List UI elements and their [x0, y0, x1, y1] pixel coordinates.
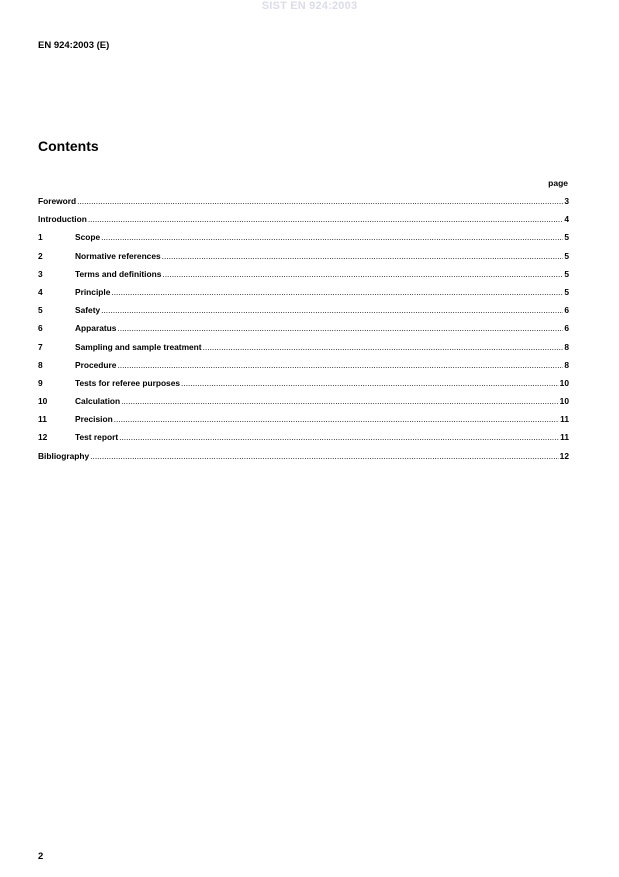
- toc-entry-title: Sampling and sample treatment: [75, 341, 202, 352]
- toc-entry-title: Introduction: [38, 214, 87, 225]
- toc-entry-title: Test report: [75, 432, 119, 443]
- toc-entry[interactable]: [38, 342, 569, 360]
- toc-entry[interactable]: [38, 196, 569, 214]
- toc-dot-leader: [90, 451, 558, 461]
- toc-entry-title: Safety: [75, 305, 101, 316]
- toc-dot-leader: [114, 414, 559, 424]
- toc-entry-number: 2: [38, 250, 43, 261]
- toc-entry-page: 5: [564, 286, 569, 297]
- toc-entry[interactable]: [38, 414, 569, 432]
- page-number: 2: [38, 851, 44, 862]
- toc-entry[interactable]: [38, 323, 569, 341]
- toc-entry[interactable]: [38, 396, 569, 414]
- toc-entry-page: 5: [564, 250, 569, 261]
- toc-entry-number: 11: [38, 414, 47, 425]
- toc-entry-title: Apparatus: [75, 323, 117, 334]
- toc-entry-number: 5: [38, 305, 43, 316]
- toc-entry-page: 3: [564, 196, 569, 206]
- toc-dot-leader: [162, 251, 564, 261]
- toc-entry-title: Calculation: [75, 396, 121, 407]
- toc-entry-title: Precision: [75, 414, 113, 425]
- toc-entry-title: Principle: [75, 286, 111, 297]
- watermark: SIST EN 924:2003: [261, 0, 358, 12]
- toc-entry[interactable]: [38, 378, 569, 396]
- toc-entry-page: 12: [559, 450, 569, 461]
- toc-entry-title: Normative references: [75, 250, 161, 261]
- toc-entry[interactable]: [38, 305, 569, 323]
- toc-entry-title: Terms and definitions: [75, 268, 162, 279]
- toc-entry-number: 10: [38, 396, 48, 407]
- toc-dot-leader: [117, 360, 563, 370]
- toc-entry-number: 6: [38, 323, 43, 334]
- toc-dot-leader: [101, 232, 563, 242]
- toc-dot-leader: [77, 196, 563, 206]
- toc-dot-leader: [111, 287, 563, 297]
- toc-entry-page: 6: [564, 305, 569, 316]
- toc-entry-number: 9: [38, 377, 43, 388]
- toc-entry-title: Scope: [75, 232, 101, 243]
- contents-title: Contents: [38, 138, 99, 154]
- document-id: EN 924:2003 (E): [38, 40, 110, 51]
- toc-dot-leader: [181, 378, 559, 388]
- toc-entry-number: 3: [38, 268, 43, 279]
- toc-entry-number: 12: [38, 432, 48, 443]
- table-of-contents: [38, 196, 569, 469]
- toc-entry[interactable]: [38, 251, 569, 269]
- toc-entry-number: 8: [38, 359, 43, 370]
- toc-entry[interactable]: [38, 269, 569, 287]
- toc-entry-page: 8: [564, 341, 569, 352]
- toc-dot-leader: [88, 214, 563, 224]
- toc-entry[interactable]: [38, 287, 569, 305]
- toc-entry-title: Tests for referee purposes: [75, 377, 181, 388]
- toc-entry-number: 7: [38, 341, 43, 352]
- toc-entry-page: 4: [564, 214, 569, 225]
- toc-entry-page: 6: [564, 323, 569, 334]
- toc-entry-page: 8: [564, 359, 569, 370]
- toc-dot-leader: [162, 269, 563, 279]
- toc-entry-page: 10: [559, 377, 569, 388]
- toc-dot-leader: [117, 323, 563, 333]
- toc-dot-leader: [203, 342, 564, 352]
- toc-dot-leader: [121, 396, 559, 406]
- toc-entry-page: 5: [564, 268, 569, 279]
- toc-entry-page: 5: [564, 232, 569, 243]
- toc-entry[interactable]: [38, 432, 569, 450]
- page-column-label: page: [548, 178, 568, 188]
- toc-entry-title: Procedure: [75, 359, 117, 370]
- toc-entry-title: Foreword: [38, 196, 77, 206]
- toc-entry-page: 11: [560, 414, 569, 425]
- toc-entry[interactable]: [38, 232, 569, 250]
- toc-dot-leader: [101, 305, 563, 315]
- toc-entry[interactable]: [38, 360, 569, 378]
- toc-entry[interactable]: [38, 214, 569, 232]
- toc-entry-number: 4: [38, 286, 43, 297]
- toc-entry-page: 10: [559, 396, 569, 407]
- toc-entry-title: Bibliography: [38, 450, 90, 461]
- toc-dot-leader: [119, 432, 559, 442]
- toc-entry-page: 11: [560, 432, 569, 443]
- toc-entry[interactable]: [38, 451, 569, 469]
- toc-entry-number: 1: [38, 232, 43, 243]
